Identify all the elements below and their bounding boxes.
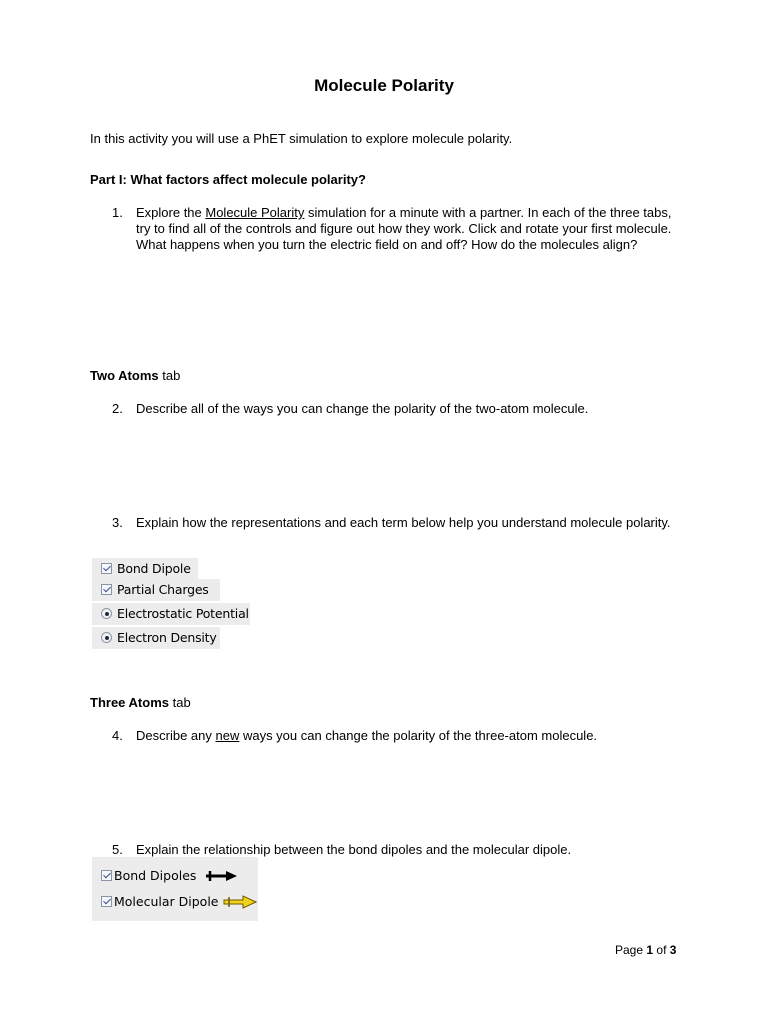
option-label: Electron Density bbox=[117, 630, 217, 645]
part1-heading: Part I: What factors affect molecule polarity? bbox=[90, 172, 366, 187]
two-atoms-heading bbox=[90, 368, 180, 384]
total-pages: 3 bbox=[669, 943, 677, 957]
question-1-pre: Explore the bbox=[136, 205, 206, 220]
bond-dipole-option bbox=[92, 558, 198, 580]
partial-charges-checkbox bbox=[101, 584, 112, 595]
bond-dipoles-option bbox=[92, 865, 258, 887]
page-number bbox=[615, 943, 676, 957]
question-3-text: Explain how the representations and each term below help you understand molecule polarity. bbox=[136, 515, 671, 530]
electron-density-radio bbox=[101, 632, 112, 643]
page-word: Page bbox=[615, 943, 644, 957]
molecular-dipole-option bbox=[92, 891, 258, 913]
three-atoms-tab-word: tab bbox=[168, 695, 191, 710]
of-word: of bbox=[656, 943, 667, 957]
option-label: Partial Charges bbox=[117, 582, 209, 597]
question-5-text: Explain the relationship between the bond dipoles and the molecular dipole. bbox=[136, 842, 572, 857]
option-label: Bond Dipole bbox=[117, 561, 191, 576]
intro-text: In this activity you will use a PhET simulation to explore molecule polarity. bbox=[90, 131, 513, 146]
question-1-text bbox=[136, 205, 681, 253]
question-4-underline: new bbox=[215, 728, 240, 743]
bond-dipole-checkbox bbox=[101, 563, 112, 574]
partial-charges-option bbox=[92, 579, 220, 601]
question-4-pre: Describe any bbox=[136, 728, 216, 743]
bond-dipole-arrow-icon bbox=[204, 870, 238, 882]
three-atoms-bold: Three Atoms bbox=[90, 695, 169, 710]
molecular-dipole-checkbox bbox=[101, 896, 112, 907]
question-2-number: 2. bbox=[112, 401, 123, 416]
dipole-options-panel bbox=[92, 857, 258, 921]
three-atoms-heading bbox=[90, 695, 191, 711]
two-atoms-tab-word: tab bbox=[158, 368, 181, 383]
bond-dipoles-checkbox bbox=[101, 870, 112, 881]
document-title: Molecule Polarity bbox=[314, 76, 454, 95]
question-4-number: 4. bbox=[112, 728, 123, 743]
question-1-number: 1. bbox=[112, 205, 123, 220]
question-5-number: 5. bbox=[112, 842, 123, 857]
option-label: Electrostatic Potential bbox=[117, 606, 249, 621]
question-1-rest: simulation for a minute with a partner. In each of the three tabs, try to find all of the controls and figure out how they work. Click and rotate your first molecule. What happens when you turn the electric field on and off? How do the molecules align? bbox=[136, 205, 672, 252]
option-label: Molecular Dipole bbox=[114, 894, 219, 909]
molecular-dipole-arrow-icon bbox=[223, 895, 257, 909]
electrostatic-potential-radio bbox=[101, 608, 112, 619]
question-3-number: 3. bbox=[112, 515, 123, 530]
question-4-text bbox=[136, 728, 681, 744]
molecule-polarity-link[interactable]: Molecule Polarity bbox=[205, 205, 305, 220]
question-2-text: Describe all of the ways you can change the polarity of the two-atom molecule. bbox=[136, 401, 589, 416]
option-label: Bond Dipoles bbox=[114, 868, 197, 883]
electron-density-option bbox=[92, 627, 220, 649]
question-4-rest: ways you can change the polarity of the three-atom molecule. bbox=[239, 728, 598, 743]
electrostatic-potential-option bbox=[92, 603, 250, 625]
two-atoms-bold: Two Atoms bbox=[90, 368, 159, 383]
current-page: 1 bbox=[646, 943, 654, 957]
